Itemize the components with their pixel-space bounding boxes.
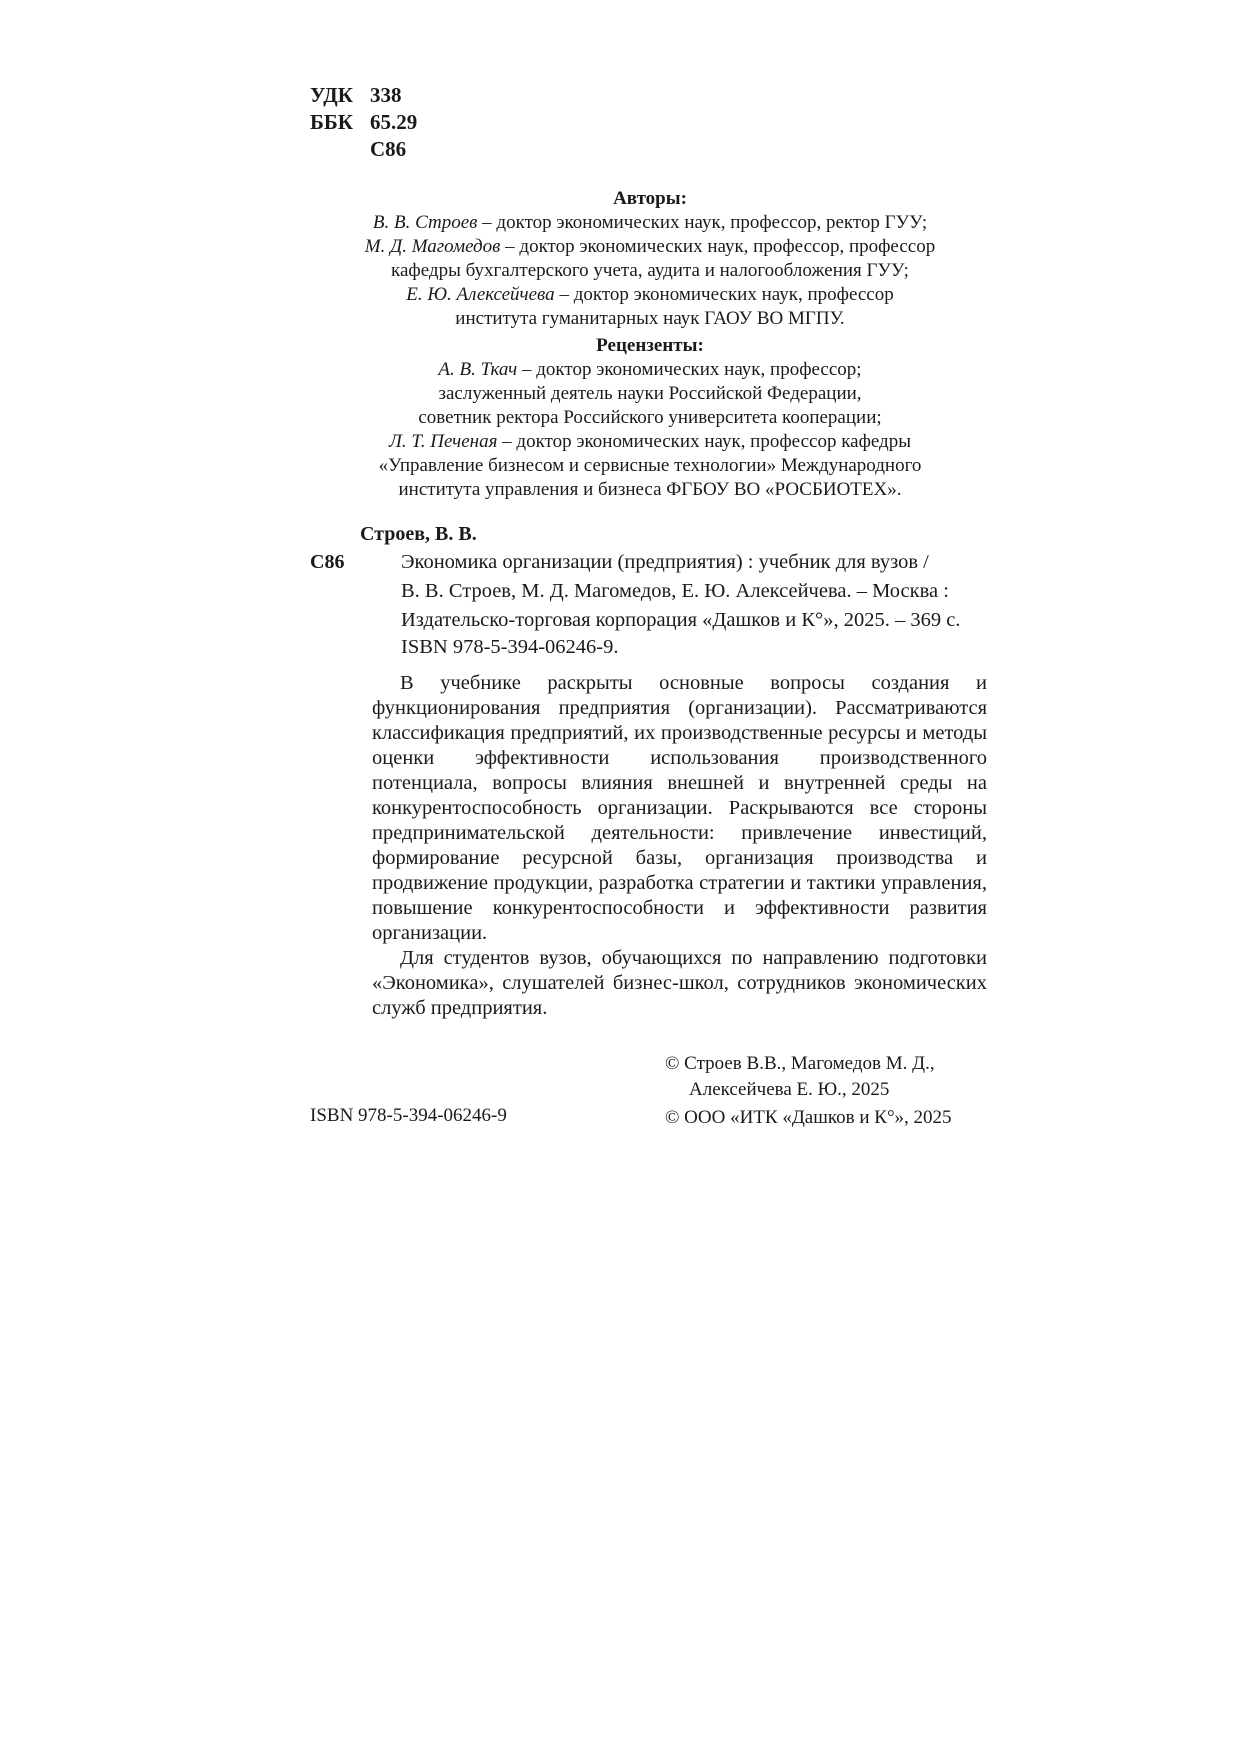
reviewer-line: Л. Т. Печеная – доктор экономических наук, профессор кафедры xyxy=(389,431,911,452)
biblio-line: Экономика организации (предприятия) : учебник для вузов / xyxy=(401,551,929,573)
biblio-line: Издательско-торговая корпорация «Дашков и К°», 2025. – 369 с. xyxy=(401,609,961,631)
bibliographic-record xyxy=(401,548,960,635)
footer-isbn: ISBN 978-5-394-06246-9 xyxy=(310,1105,507,1126)
udk-label: УДК xyxy=(310,83,353,107)
reviewer-line: института управления и бизнеса ФГБОУ ВО «РОСБИОТЕХ». xyxy=(398,479,902,500)
reviewer-line: «Управление бизнесом и сервисные технологии» Международного xyxy=(378,455,922,476)
author-line: Е. Ю. Алексейчева – доктор экономических наук, профессор xyxy=(406,284,894,305)
udk-value: 338 xyxy=(370,83,402,107)
copyright-authors: © Строев В.В., Магомедов М. Д., xyxy=(665,1053,935,1074)
reviewer-line: А. В. Ткач – доктор экономических наук, профессор; xyxy=(438,359,862,380)
reviewer-line: заслуженный деятель науки Российской Федерации, xyxy=(438,383,862,404)
copyright-authors-cont: Алексейчева Е. Ю., 2025 xyxy=(689,1079,890,1100)
author-line: института гуманитарных наук ГАОУ ВО МГПУ. xyxy=(455,308,845,329)
authors-block xyxy=(310,187,990,331)
author-line: В. В. Строев – доктор экономических наук, профессор, ректор ГУУ; xyxy=(372,212,928,233)
author-line: М. Д. Магомедов – доктор экономических наук, профессор, профессор xyxy=(364,236,936,257)
reviewer-line: советник ректора Российского университета кооперации; xyxy=(418,407,882,428)
authors-heading: Авторы: xyxy=(613,188,687,209)
biblio-line: В. В. Строев, М. Д. Магомедов, Е. Ю. Алексейчева. – Москва : xyxy=(401,580,949,602)
bbk-value: 65.29 xyxy=(370,110,418,134)
abstract-paragraph: В учебнике раскрыты основные вопросы создания и функционирования предприятия (организации). Рассматриваются классификация предприятий, их производственные ресурсы и методы оценки эффективности использования производственного потенциала, вопросы влияния внешней и внутренней среды на конкурентоспособность организации. Раскрываются все стороны предпринимательской деятельности: привлечение инвестиций, формирование ресурсной базы, организация производства и продвижение продукции, разработка стратегии и тактики управления, повышение конкурентоспособности и эффективности развития организации. xyxy=(372,672,987,944)
abstract xyxy=(372,671,987,1021)
catalog-author-heading: Строев, В. В. xyxy=(360,523,477,545)
abstract-paragraph: Для студентов вузов, обучающихся по направлению подготовки «Экономика», слушателей бизнес-школ, сотрудников экономических служб предприятия. xyxy=(372,947,987,1019)
classification-block xyxy=(310,82,417,163)
reviewers-block xyxy=(310,334,990,502)
bbk-label: ББК xyxy=(310,110,353,134)
author-sign: С86 xyxy=(370,137,407,161)
catalog-code: С86 xyxy=(310,551,345,573)
reviewers-heading: Рецензенты: xyxy=(596,335,704,356)
author-line: кафедры бухгалтерского учета, аудита и налогообложения ГУУ; xyxy=(391,260,909,281)
copyright-publisher: © ООО «ИТК «Дашков и К°», 2025 xyxy=(665,1107,952,1128)
catalog-isbn: ISBN 978-5-394-06246-9. xyxy=(401,636,619,658)
